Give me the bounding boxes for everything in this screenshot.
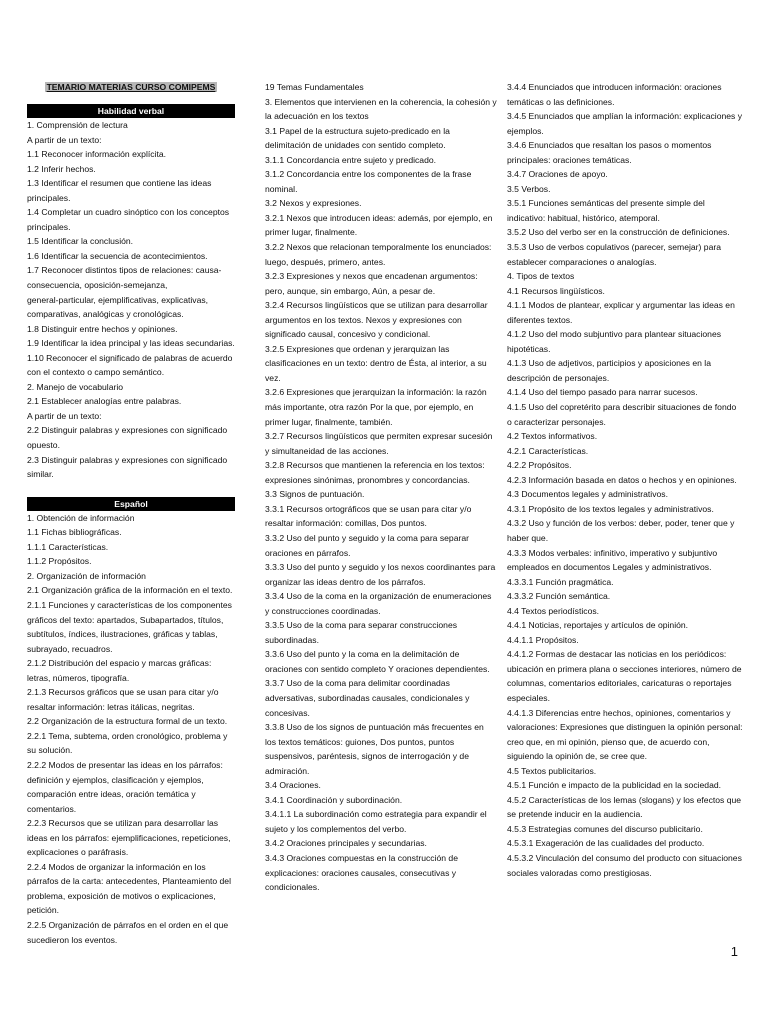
middle-topic-list [265, 80, 497, 895]
topic-line: 2.1.2 Distribución del espacio y marcas gráficas: letras, números, tipografía. [27, 658, 212, 683]
topic-line: 1.1 Fichas bibliográficas. [27, 527, 122, 538]
topic-line: 3.2.6 Expresiones que jerarquizan la información: la razón más importante, otra razón Por la que, por ejemplo, en primer lugar, finalmente, también. [265, 387, 487, 427]
topic-line: 3.3.7 Uso de la coma para delimitar coordinadas adversativas, subordinadas causales, condicionales y concesivas. [265, 678, 470, 718]
topic-line: 3.3.3 Uso del punto y seguido y los nexos coordinantes para organizar las ideas dentro de los párrafos. [265, 562, 496, 587]
topic-line: 1.3 Identificar el resumen que contiene las ideas principales. [27, 178, 212, 203]
topic-line: 3.5.1 Funciones semánticas del presente simple del indicativo: habitual, histórico, atemporal. [507, 198, 705, 223]
topic-line: 3.2.4 Recursos lingüísticos que se utilizan para desarrollar argumentos en los textos. Nexos y expresiones con significado causal, concesivo y condicional. [265, 300, 488, 340]
topic-line: 3.4.2 Oraciones principales y secundarias. [265, 838, 427, 849]
topic-line: 3.5.3 Uso de verbos copulativos (parecer, semejar) para establecer comparaciones o analogías. [507, 242, 721, 267]
topic-line: 3.5.2 Uso del verbo ser en la construcción de definiciones. [507, 227, 730, 238]
topic-line: 3.4.6 Enunciados que resaltan los pasos o momentos principales: oraciones temáticas. [507, 140, 712, 165]
topic-line: 1.10 Reconocer el significado de palabras de acuerdo con el contexto o campo semántico. [27, 352, 233, 378]
topic-line: 2.1.3 Recursos gráficos que se usan para citar y/o resaltar información: letras itálicas, negritas. [27, 687, 219, 712]
topic-line: 3.1.1 Concordancia entre sujeto y predicado. [265, 154, 437, 165]
topic-line: 1. Comprensión de lectura [27, 120, 128, 130]
topic-line: 2.2.4 Modos de organizar la información en los párrafos de la carta: antecedentes, Planteamiento del problema, exposición de motivos o explicaciones, petición. [27, 861, 231, 916]
topic-line: general-particular, ejemplificativas, explicativas, comparativas, analógicas y cronológicas. [27, 294, 209, 320]
topic-line: 2.2.5 Organización de párrafos en el orden en el que sucedieron los eventos. [27, 919, 229, 945]
topic-line: 2. Organización de información [27, 570, 146, 581]
topic-line: 4.3.1 Propósito de los textos legales y administrativos. [507, 503, 714, 514]
topic-line: 4.4.1.3 Diferencias entre hechos, opiniones, comentarios y valoraciones: Expresiones que distinguen la opinión personal: creo que, en mi opinión, pienso que, de acuerdo con, siguiendo la opinión de, se cree que. [507, 707, 743, 762]
topic-line: 3.3.2 Uso del punto y seguido y la coma para separar oraciones en párrafos. [265, 532, 469, 558]
topic-line: 2.2.3 Recursos que se utilizan para desarrollar las ideas en los párrafos: ejemplificaciones, repeticiones, explicaciones o paráfrasis. [27, 818, 231, 858]
topic-line: 3.1.2 Concordancia entre los componentes de la frase nominal. [265, 169, 472, 194]
topic-line: 2.1 Organización gráfica de la información en el texto. [27, 585, 233, 596]
topic-line: 4.2 Textos informativos. [507, 431, 598, 442]
topic-line: 4.1.4 Uso del tiempo pasado para narrar sucesos. [507, 387, 698, 398]
topic-line: A partir de un texto: [27, 410, 102, 421]
topic-line: 3.2.1 Nexos que introducen ideas: además, por ejemplo, en primer lugar, finalmente. [265, 212, 493, 238]
topic-line: 3.3.4 Uso de la coma en la organización de enumeraciones y construcciones coordinadas. [265, 591, 492, 616]
topic-line: 3.3 Signos de puntuación. [265, 489, 365, 500]
topic-line: 1.6 Identificar la secuencia de acontecimientos. [27, 250, 208, 261]
topic-line: 1.4 Completar un cuadro sinóptico con los conceptos principales. [27, 207, 230, 232]
topic-line: 3. Elementos que intervienen en la coherencia, la cohesión y la adecuación en los textos [265, 96, 497, 122]
topic-line: 4.3.3.1 Función pragmática. [507, 576, 614, 587]
topic-line: 3.3.1 Recursos ortográficos que se usan para citar y/o resaltar información: comillas, Dos puntos. [265, 503, 472, 529]
topic-line: 2.1.1 Funciones y características de los componentes gráficos del texto: apartados, Subapartados, títulos, subtítulos, índices, ilustraciones, gráficas y tablas, subrayado, recuadros. [27, 599, 232, 654]
topic-line: 4.2.1 Características. [507, 445, 589, 456]
topic-line: 2. Manejo de vocabulario [27, 381, 124, 392]
topic-line: 4.5 Textos publicitarios. [507, 765, 597, 776]
topic-line: 4. Tipos de textos [507, 271, 575, 282]
topic-line: 3.3.5 Uso de la coma para separar construcciones subordinadas. [265, 620, 458, 645]
topic-line: 3.4.1 Coordinación y subordinación. [265, 794, 403, 805]
topic-line: 3.2.5 Expresiones que ordenan y jerarquizan las clasificaciones en un texto: dentro de Ésta, al interior, a su vez. [265, 343, 487, 383]
topic-line: 4.4.1.2 Formas de destacar las noticias en los periódicos: ubicación en primera plana o secciones interiores, número de columnas, comentarios editoriales, caricaturas o reportajes especiales. [507, 649, 742, 703]
topic-line: 1.1 Reconocer información explícita. [27, 149, 167, 160]
topic-line: 1.9 Identificar la idea principal y las ideas secundarias. [27, 338, 235, 349]
topic-line: 2.2.2 Modos de presentar las ideas en los párrafos: definición y ejemplos, clasificación y ejemplos, comparación entre ideas, oración temática y comentarios. [27, 759, 223, 814]
topic-line: 4.5.3.1 Exageración de las cualidades del producto. [507, 838, 705, 849]
topic-line: 4.1 Recursos lingüísticos. [507, 285, 605, 296]
topic-line: A partir de un texto: [27, 134, 102, 145]
section-habilidad-verbal-list [27, 118, 235, 482]
topic-line: 1.5 Identificar la conclusión. [27, 236, 134, 247]
topic-line: 4.3.3 Modos verbales: infinitivo, imperativo y subjuntivo empleados en documentos Legales y administrativos. [507, 547, 718, 573]
topic-line: 2.2 Distinguir palabras y expresiones con significado opuesto. [27, 425, 228, 451]
topic-line: 3.2.2 Nexos que relacionan temporalmente los enunciados: luego, después, primero, antes. [265, 242, 492, 267]
section-espanol-list [27, 511, 235, 947]
topic-line: 3.2.3 Expresiones y nexos que encadenan argumentos: pero, aunque, sin embargo, Aún, a pesar de. [265, 271, 478, 296]
topic-line: 1.1.1 Características. [27, 541, 109, 552]
topic-line: 3.4.7 Oraciones de apoyo. [507, 169, 608, 180]
topic-line: 4.2.3 Información basada en datos o hechos y en opiniones. [507, 474, 737, 485]
topic-line: 4.2.2 Propósitos. [507, 460, 572, 471]
topic-line: 1. Obtención de información [27, 512, 135, 523]
page-number: 1 [730, 944, 738, 959]
topic-line: 4.4.1 Noticias, reportajes y artículos de opinión. [507, 620, 689, 631]
topic-line: 4.5.1 Función e impacto de la publicidad en la sociedad. [507, 780, 722, 791]
column-middle [265, 80, 497, 895]
topic-line: 1.1.2 Propósitos. [27, 556, 92, 567]
column-right [507, 80, 743, 880]
topic-line: 3.2 Nexos y expresiones. [265, 198, 362, 209]
topic-line: 1.2 Inferir hechos. [27, 163, 96, 174]
topic-line: 3.4 Oraciones. [265, 780, 321, 791]
topic-line: 3.2.8 Recursos que mantienen la referencia en los textos: expresiones sinónimas, pronombres y concordancias. [265, 460, 485, 485]
topic-line: 4.1.3 Uso de adjetivos, participios y aposiciones en la descripción de personajes. [507, 358, 711, 383]
topic-line: 4.1.2 Uso del modo subjuntivo para plantear situaciones hipotéticas. [507, 329, 722, 354]
right-topic-list [507, 80, 743, 880]
topic-line: 3.1 Papel de la estructura sujeto-predicado en la delimitación de unidades con sentido completo. [265, 125, 450, 151]
topic-line: 4.1.5 Uso del copretérito para describir situaciones de fondo o caracterizar personajes. [507, 402, 737, 427]
topic-line: 2.2 Organización de la estructura formal de un texto. [27, 716, 228, 727]
topic-line: 1.8 Distinguir entre hechos y opiniones. [27, 323, 178, 334]
topic-line: 4.3.3.2 Función semántica. [507, 591, 611, 602]
topic-line: 2.3 Distinguir palabras y expresiones con significado similar. [27, 454, 228, 480]
topic-line: 3.2.7 Recursos lingüísticos que permiten expresar sucesión y simultaneidad de las acciones. [265, 431, 493, 456]
topic-line: 19 Temas Fundamentales [265, 82, 364, 92]
topic-line: 4.3.2 Uso y función de los verbos: deber, poder, tener que y haber que. [507, 518, 735, 543]
document-title: TEMARIO MATERIAS CURSO COMIPEMS [46, 82, 216, 92]
topic-line: 3.3.6 Uso del punto y la coma en la delimitación de oraciones con sentido completo Y oraciones dependientes. [265, 649, 490, 674]
topic-line: 4.1.1 Modos de plantear, explicar y argumentar las ideas en diferentes textos. [507, 300, 735, 325]
topic-line: 4.5.3 Estrategias comunes del discurso publicitario. [507, 823, 703, 834]
section-header-habilidad-verbal: Habilidad verbal [27, 104, 235, 118]
topic-line: 3.4.4 Enunciados que introducen información: oraciones temáticas o las definiciones. [507, 82, 722, 107]
topic-line: 3.4.5 Enunciados que amplían la información: explicaciones y ejemplos. [507, 111, 743, 136]
column-left [27, 80, 235, 947]
topic-line: 4.3 Documentos legales y administrativos. [507, 489, 668, 500]
topic-line: 4.4 Textos periodísticos. [507, 605, 600, 616]
topic-line: 3.5 Verbos. [507, 183, 551, 194]
topic-line: 3.4.1.1 La subordinación como estrategia para expandir el sujeto y los complementos del verbo. [265, 809, 487, 834]
topic-line: 4.4.1.1 Propósitos. [507, 634, 579, 645]
topic-line: 2.2.1 Tema, subtema, orden cronológico, problema y su solución. [27, 730, 228, 756]
topic-line: 2.1 Establecer analogías entre palabras. [27, 396, 182, 407]
section-header-espanol: Español [27, 497, 235, 511]
topic-line: 4.5.3.2 Vinculación del consumo del producto con situaciones sociales valoradas como prestigiosas. [507, 852, 742, 878]
topic-line: 3.3.8 Uso de los signos de puntuación más frecuentes en los textos temáticos: guiones, Dos puntos, puntos suspensivos, paréntesis, signos de interrogación y de admiración. [265, 722, 484, 776]
topic-line: 1.7 Reconocer distintos tipos de relaciones: causa-consecuencia, oposición-semejanza, [27, 265, 222, 291]
topic-line: 4.5.2 Características de los lemas (slogans) y los efectos que se pretende inducir en la audiencia. [507, 794, 742, 820]
topic-line: 3.4.3 Oraciones compuestas en la construcción de explicaciones: oraciones causales, consecutivas y condicionales. [265, 852, 458, 893]
